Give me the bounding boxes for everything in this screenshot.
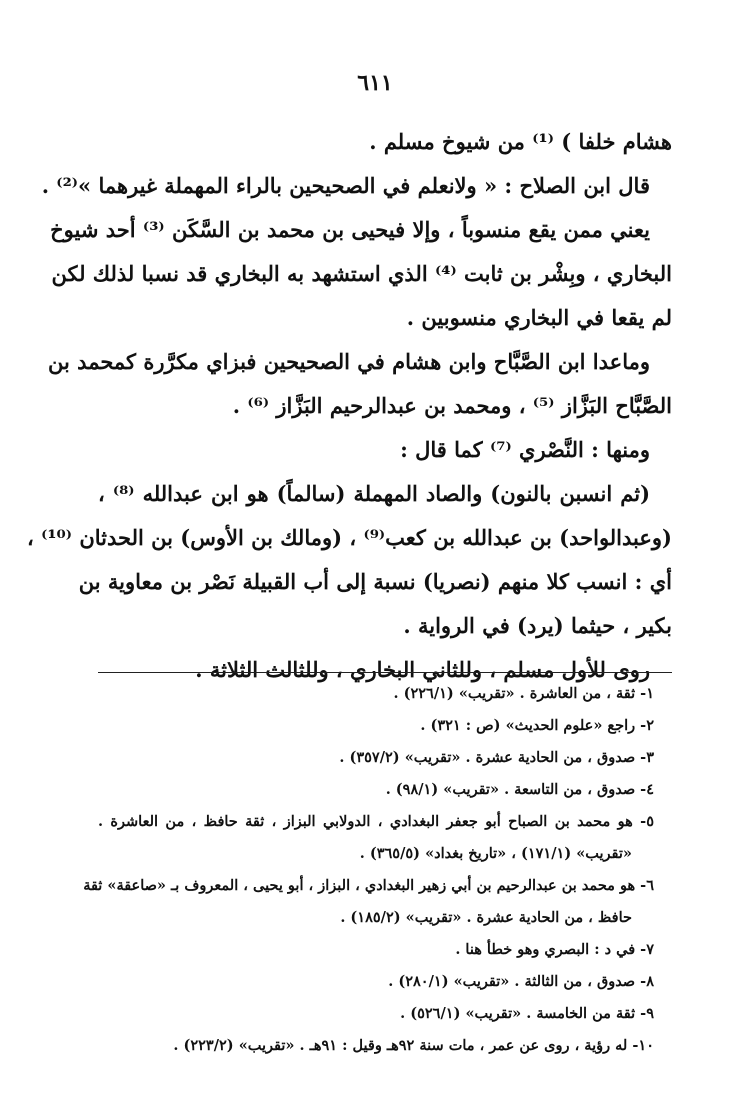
text-line: يعني ممن يقع منسوباً ، وإلا فيحيى بن محمد بن السَّكَن ⁽³⁾ أحد شيوخ (50, 217, 650, 242)
footnote: ٧- في د : البصري وهو خطأ هنا . (455, 941, 654, 958)
main-text (27, 120, 672, 692)
footnotes (83, 678, 672, 1062)
text-line: (وعبدالواحد) بن عبدالله بن كعب⁽⁹⁾ ، (ومالك بن الأوس) بن الحدثان ⁽¹⁰⁾ ، (27, 525, 672, 550)
footnote-continuation: حافظ ، من الحادية عشرة . «تقريب» (١٨٥/٢) . (340, 909, 632, 926)
text-line: (ثم انسبن بالنون) والصاد المهملة (سالماً) هو ابن عبدالله ⁽⁸⁾ ، (98, 481, 651, 506)
footnote: ٣- صدوق ، من الحادية عشرة . «تقريب» (٣٥٧/٢) . (339, 749, 654, 766)
footnote-divider (98, 672, 672, 673)
footnote: ١- ثقة ، من العاشرة . «تقريب» (٢٢٦/١) . (393, 685, 654, 702)
text-line: الصَّبَّاح البَزَّاز ⁽⁵⁾ ، ومحمد بن عبدالرحيم البَزَّاز ⁽⁶⁾ . (232, 393, 672, 418)
page-number: ٦١١ (357, 70, 393, 96)
text-line: بكير ، حيثما (يرد) في الرواية . (403, 613, 672, 638)
text-line: قال ابن الصلاح : « ولانعلم في الصحيحين بالراء المهملة غيرهما »⁽²⁾ . (41, 173, 650, 198)
text-line: روى للأول مسلم ، وللثاني البخاري ، وللثالث الثلاثة . (195, 657, 650, 682)
footnote: ١٠- له رؤية ، روى عن عمر ، مات سنة ٩٢هـ وقيل : ٩١هـ . «تقريب» (٢٢٣/٢) . (173, 1037, 654, 1054)
text-line: وماعدا ابن الصَّبَّاح وابن هشام في الصحيحين فبزاي مكرَّرة كمحمد بن (48, 349, 650, 374)
footnote: ٢- راجع «علوم الحديث» (ص : ٣٢١) . (420, 717, 654, 734)
footnote: ٦- هو محمد بن عبدالرحيم بن أبي زهير البغدادي ، البزاز ، أبو يحيى ، المعروف بـ «صاعقة» ثقة (83, 877, 654, 894)
text-line: أي : انسب كلا منهم (نصريا) نسبة إلى أب القبيلة نَصْر بن معاوية بن (78, 569, 672, 594)
text-line: هشام خلفا ) ⁽¹⁾ من شيوخ مسلم . (369, 129, 672, 154)
footnote: ٩- ثقة من الخامسة . «تقريب» (٥٢٦/١) . (400, 1005, 654, 1022)
text-line: البخاري ، وبِشْر بن ثابت ⁽⁴⁾ الذي استشهد به البخاري قد نسبا لذلك لكن (51, 261, 672, 286)
text-line: لم يقعا في البخاري منسوبين . (406, 305, 672, 330)
footnote: ٨- صدوق ، من الثالثة . «تقريب» (٢٨٠/١) . (388, 973, 654, 990)
footnote: ٥- هو محمد بن الصباح أبو جعفر البغدادي ، الدولابي البزاز ، ثقة حافظ ، من العاشرة . (98, 813, 654, 830)
text-line: ومنها : النَّصْري ⁽⁷⁾ كما قال : (400, 437, 650, 462)
footnote: ٤- صدوق ، من التاسعة . «تقريب» (٩٨/١) . (385, 781, 654, 798)
footnote-continuation: «تقريب» (١٧١/١) ، «تاريخ بغداد» (٣٦٥/٥) . (359, 845, 632, 862)
